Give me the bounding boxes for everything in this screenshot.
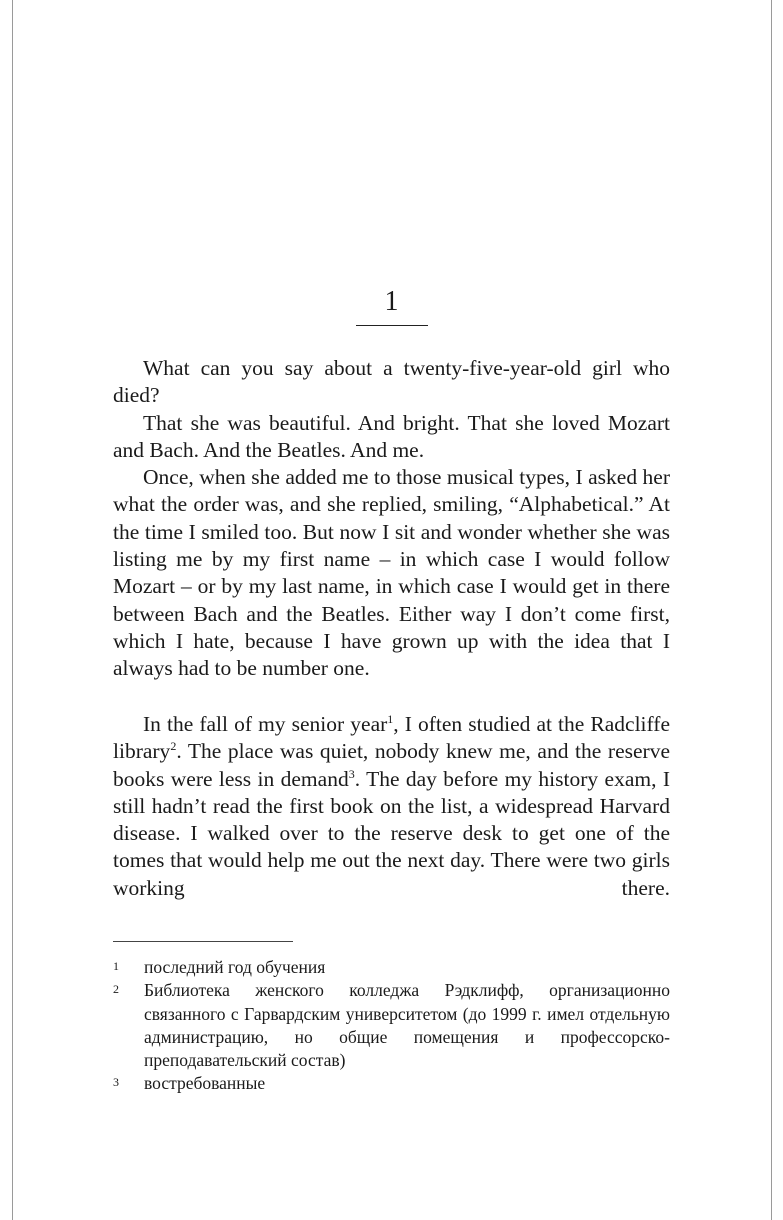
chapter-number: 1: [384, 286, 399, 317]
page-edge-left: [12, 0, 13, 1220]
footnote-text: Библиотека женского колледжа Рэдклифф, организационно связанного с Гарвардским университетом (до 1999 г. имел отдельную администрацию, но общие помещения и профессорско-преподавательский состав): [144, 980, 670, 1071]
footnote-ref-2: 2: [170, 739, 177, 754]
paragraph-1: What can you say about a twenty-five-year-old girl who died?: [113, 356, 670, 408]
footnote-rule: [113, 941, 293, 942]
paragraph-4-part-4: . The day before my history exam, I still hadn’t read the first book on the list, a widespread Harvard disease. I walked over to the reserve desk to get one of the tomes that would help me out the next day. There were two girls working there.: [113, 766, 671, 900]
paragraph-4-part-2: , I often studied at the Radcliffe library: [113, 712, 671, 764]
chapter-rule: [356, 325, 428, 326]
footnotes: [113, 956, 670, 1096]
text-section-2: [113, 711, 670, 902]
footnote-2: [113, 979, 670, 1072]
text-section-1: [113, 355, 670, 683]
footnote-text: последний год обучения: [144, 957, 326, 977]
footnote-3: [113, 1072, 670, 1095]
footnote-text: востребованные: [144, 1073, 266, 1094]
footnote-ref-1: 1: [387, 712, 394, 726]
footnote-1: [113, 956, 670, 979]
page-edge-right: [771, 0, 772, 1220]
footnote-number: 2: [113, 982, 119, 997]
footnote-number: 3: [113, 1075, 119, 1090]
paragraph-4-part-3: . The place was quiet, nobody knew me, and the reserve books were less in demand: [113, 739, 670, 791]
paragraph-2: That she was beautiful. And bright. That she loved Mozart and Bach. And the Beatles. And me.: [113, 410, 670, 462]
paragraph-4: [113, 711, 670, 902]
paragraph-3: Once, when she added me to those musical types, I asked her what the order was, and she replied, smiling, “Alphabetical.” At the time I smiled too. But now I sit and wonder whether she was listing me by my first name – in which case I would follow Mozart – or by my last name, in which case I would get in there between Bach and the Beatles. Either way I don’t come first, which I hate, because I have grown up with the idea that I always had to be number one.: [113, 465, 670, 681]
footnote-ref-3: 3: [348, 766, 355, 781]
footnote-number: 1: [113, 959, 119, 973]
paragraph-4-part-1: In the fall of my senior year: [143, 712, 388, 736]
